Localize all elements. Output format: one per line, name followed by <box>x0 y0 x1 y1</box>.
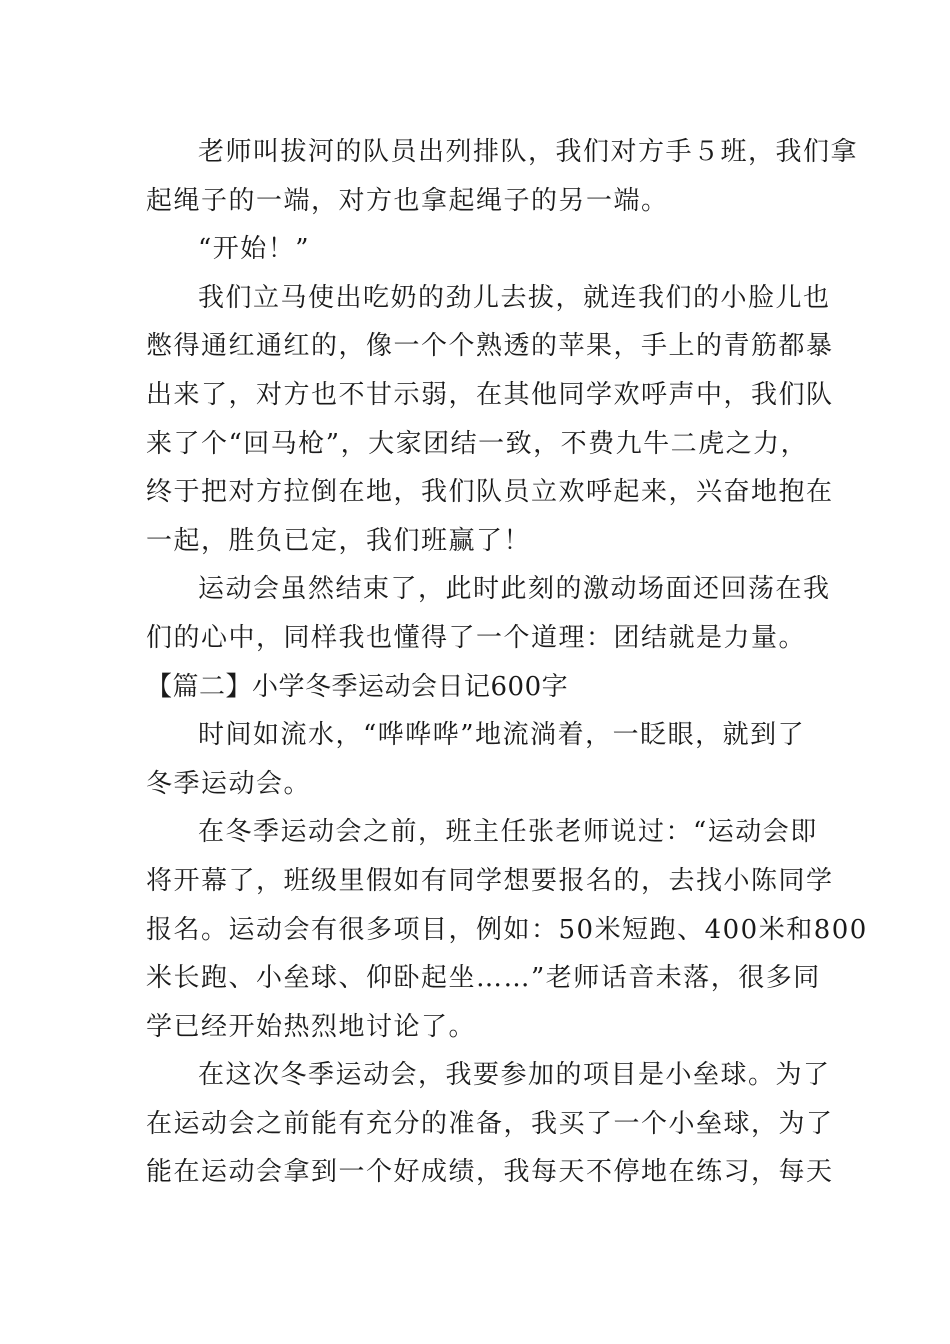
text-line: 能在运动会拿到一个好成绩，我每天不停地在练习，每天 <box>146 1157 834 1188</box>
text-line: 冬季运动会。 <box>146 768 312 799</box>
text-line: 运动会虽然结束了，此时此刻的激动场面还回荡在我 <box>198 574 831 605</box>
article-body <box>146 128 868 1197</box>
text-line: 将开幕了，班级里假如有同学想要报名的，去找小陈同学 <box>146 865 834 896</box>
text-line: 在冬季运动会之前，班主任张老师说过：“运动会即 <box>198 817 818 848</box>
text-line: 时间如流水，“哗哗哗”地流淌着，一眨眼，就到了 <box>198 720 806 751</box>
section-heading: 【篇二】小学冬季运动会日记600字 <box>146 671 569 702</box>
text-line: 在这次冬季运动会，我要参加的项目是小垒球。为了 <box>198 1060 831 1091</box>
text-line: 起绳子的一端，对方也拿起绳子的另一端。 <box>146 185 669 216</box>
text-line: 出来了，对方也不甘示弱，在其他同学欢呼声中，我们队 <box>146 379 834 410</box>
text-line: “开始！” <box>198 234 311 265</box>
text-line: 们的心中，同样我也懂得了一个道理：团结就是力量。 <box>146 622 807 653</box>
text-line: 报名。运动会有很多项目，例如：50米短跑、400米和800 <box>146 914 868 945</box>
text-line: 学已经开始热烈地讨论了。 <box>146 1011 477 1042</box>
text-line: 憋得通红通红的，像一个个熟透的苹果，手上的青筋都暴 <box>146 331 834 362</box>
text-line: 老师叫拔河的队员出列排队，我们对方手５班，我们拿 <box>198 137 859 167</box>
text-line: 来了个“回马枪”，大家团结一致，不费九牛二虎之力， <box>146 428 809 459</box>
text-line: 一起，胜负已定，我们班赢了！ <box>146 525 532 556</box>
text-line: 在运动会之前能有充分的准备，我买了一个小垒球，为了 <box>146 1108 834 1139</box>
text-line: 我们立马使出吃奶的劲儿去拔，就连我们的小脸儿也 <box>198 282 831 313</box>
text-line: 米长跑、小垒球、仰卧起坐……”老师话音未落，很多同 <box>146 963 821 994</box>
text-line: 终于把对方拉倒在地，我们队员立欢呼起来，兴奋地抱在 <box>146 477 834 508</box>
